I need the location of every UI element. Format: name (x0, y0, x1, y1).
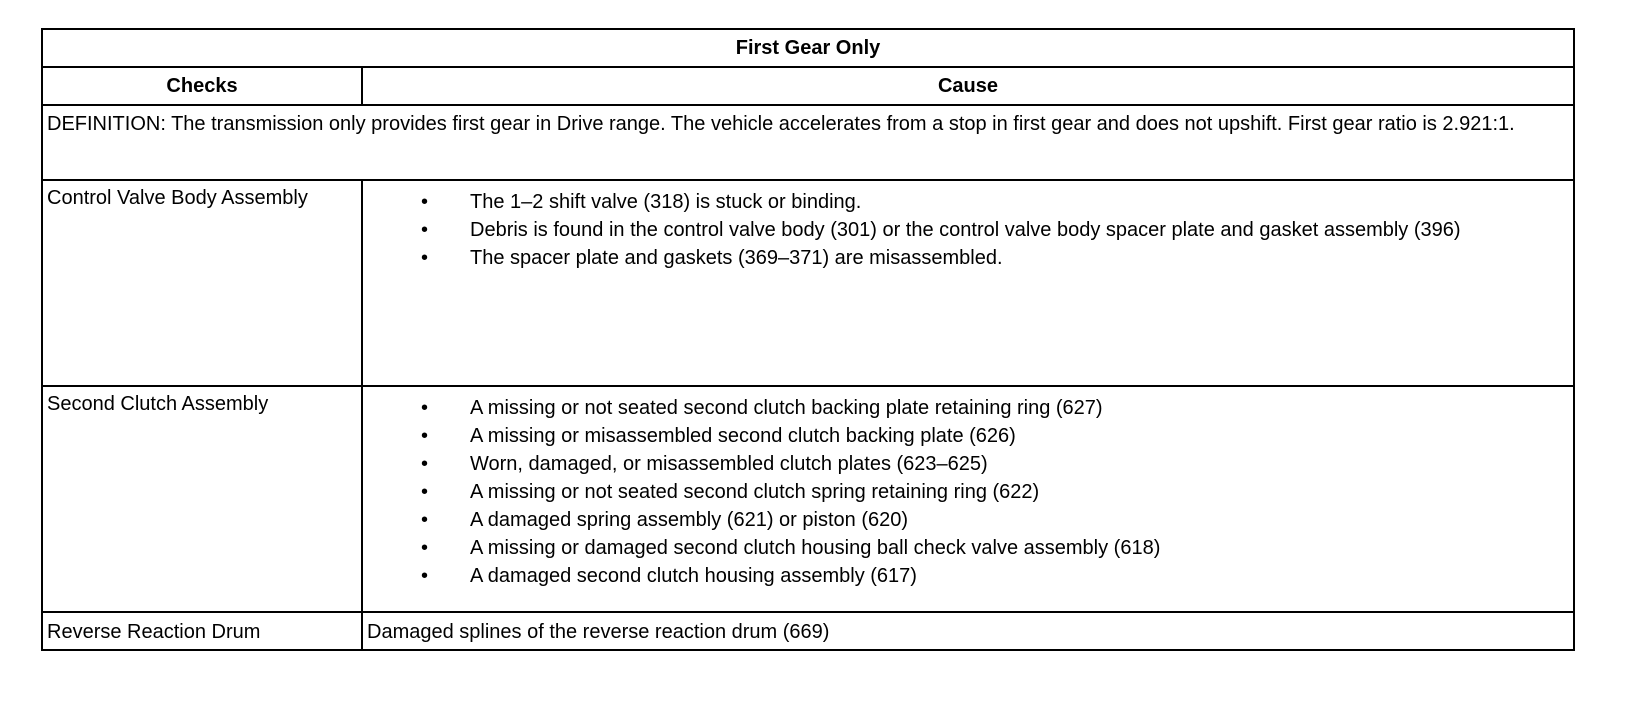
cause-text: The spacer plate and gaskets (369–371) are misassembled. (470, 247, 1003, 269)
cause-cell (362, 386, 1574, 612)
cause-text: A missing or not seated second clutch backing plate retaining ring (627) (470, 397, 1103, 419)
cause-text: Worn, damaged, or misassembled clutch plates (623–625) (470, 453, 988, 475)
table-row (42, 180, 1574, 386)
bullet-icon: • (421, 191, 429, 213)
bullet-icon: • (421, 453, 429, 475)
list-item (363, 396, 1553, 420)
bullet-icon: • (421, 219, 429, 241)
table-row (42, 386, 1574, 612)
cause-list (363, 181, 1573, 270)
table-row (42, 612, 1574, 650)
list-item (363, 190, 1553, 214)
cause-cell: Damaged splines of the reverse reaction drum (669) (362, 612, 1574, 650)
cause-text: The 1–2 shift valve (318) is stuck or binding. (470, 191, 862, 213)
cause-text: A damaged spring assembly (621) or piston (620) (470, 509, 909, 531)
list-item (363, 536, 1553, 560)
table-header-row (42, 67, 1574, 105)
list-item (363, 218, 1553, 242)
definition-text: DEFINITION: The transmission only provides first gear in Drive range. The vehicle accelerates from a stop in first gear and does not upshift. First gear ratio is 2.921:1. (42, 105, 1574, 180)
cause-text: A missing or misassembled second clutch backing plate (626) (470, 425, 1016, 447)
table-title-row (42, 29, 1574, 67)
bullet-icon: • (421, 565, 429, 587)
list-item (363, 480, 1553, 504)
bullet-icon: • (421, 481, 429, 503)
list-item (363, 564, 1553, 588)
table-title: First Gear Only (42, 29, 1574, 67)
diagnostic-table (41, 28, 1575, 651)
list-item (363, 452, 1553, 476)
cause-text: A missing or not seated second clutch spring retaining ring (622) (470, 481, 1040, 503)
list-item (363, 424, 1553, 448)
check-cell: Reverse Reaction Drum (42, 612, 362, 650)
cause-cell (362, 180, 1574, 386)
bullet-icon: • (421, 537, 429, 559)
cause-text: Debris is found in the control valve body (301) or the control valve body spacer plate and gasket assembly (396) (470, 219, 1461, 241)
bullet-icon: • (421, 425, 429, 447)
check-cell: Second Clutch Assembly (42, 386, 362, 612)
definition-row (42, 105, 1574, 180)
cause-text: A damaged second clutch housing assembly (617) (470, 565, 917, 587)
cause-text: A missing or damaged second clutch housing ball check valve assembly (618) (470, 537, 1161, 559)
bullet-icon: • (421, 509, 429, 531)
header-cause: Cause (362, 67, 1574, 105)
list-item (363, 246, 1553, 270)
bullet-icon: • (421, 247, 429, 269)
header-checks: Checks (42, 67, 362, 105)
list-item (363, 508, 1553, 532)
cause-list (363, 387, 1573, 588)
check-cell: Control Valve Body Assembly (42, 180, 362, 386)
bullet-icon: • (421, 397, 429, 419)
